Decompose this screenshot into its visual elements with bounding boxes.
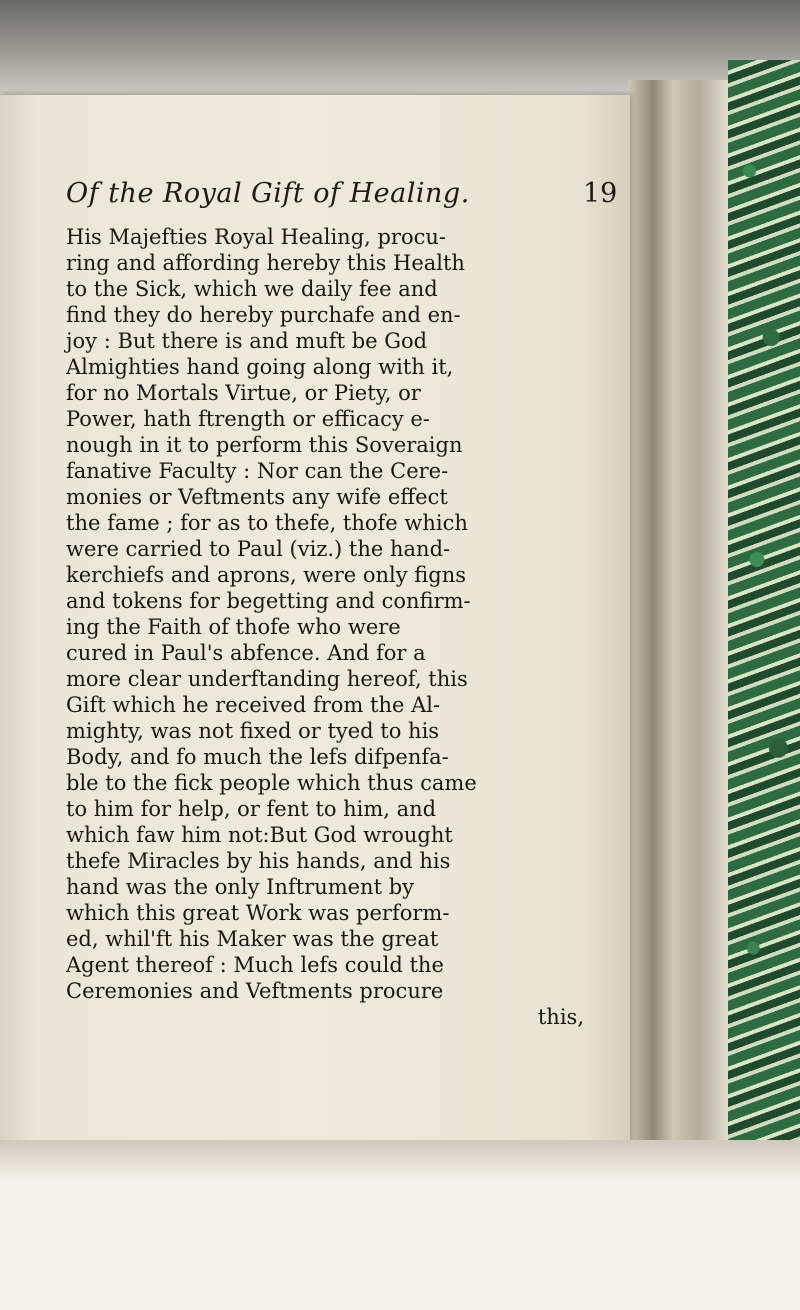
text-line: Ceremonies and Veftments procure	[66, 979, 444, 1003]
text-line: nough in it to perform this Soveraign	[66, 433, 463, 457]
text-line: mighty, was not fixed or tyed to his	[66, 719, 440, 743]
page-number: 19	[583, 178, 618, 209]
text-line: monies or Veftments any wife effect	[66, 485, 448, 509]
text-line: were carried to Paul (viz.) the hand-	[66, 537, 451, 561]
text-line: His Majefties Royal Healing, procu-	[66, 225, 446, 249]
text-line: and tokens for begetting and confirm-	[66, 589, 471, 613]
text-line: Power, hath ftrength or efficacy e-	[66, 407, 430, 431]
running-head: Of the Royal Gift of Healing.	[66, 178, 470, 209]
text-line: ble to the fick people which thus came	[66, 771, 477, 795]
text-line: to the Sick, which we daily fee and	[66, 277, 438, 301]
text-line: find they do hereby purchafe and en-	[66, 303, 461, 327]
text-line: fanative Faculty : Nor can the Cere-	[66, 459, 449, 483]
text-line: joy : But there is and muft be God	[66, 329, 428, 353]
marbled-cover-edge	[728, 60, 800, 1170]
text-line: Body, and fo much the lefs difpenfa-	[66, 745, 449, 769]
text-line: ing the Faith of thofe who were	[66, 615, 401, 639]
text-line: to him for help, or fent to him, and	[66, 797, 437, 821]
text-line: more clear underftanding hereof, this	[66, 667, 468, 691]
text-line: thefe Miracles by his hands, and his	[66, 849, 451, 873]
text-line: Almighties hand going along with it,	[66, 355, 454, 379]
catchword: this,	[537, 1005, 584, 1029]
text-line: hand was the only Inftrument by	[66, 875, 415, 899]
text-line: which this great Work was perform-	[66, 901, 450, 925]
text-line: which faw him not:But God wrought	[66, 823, 453, 847]
book-binding	[628, 80, 728, 1160]
text-line: cured in Paul's abfence. And for a	[66, 641, 426, 665]
text-line: ed, whil'ft his Maker was the great	[66, 927, 439, 951]
text-line: for no Mortals Virtue, or Piety, or	[66, 381, 421, 405]
text-line: Agent thereof : Much lefs could the	[66, 953, 444, 977]
text-line: Gift which he received from the Al-	[66, 693, 441, 717]
body-text	[66, 224, 606, 1030]
text-line: kerchiefs and aprons, were only figns	[66, 563, 467, 587]
text-line: ring and affording hereby this Health	[66, 251, 465, 275]
text-line: the fame ; for as to thefe, thofe which	[66, 511, 468, 535]
scanner-shadow-bottom	[0, 1140, 800, 1180]
